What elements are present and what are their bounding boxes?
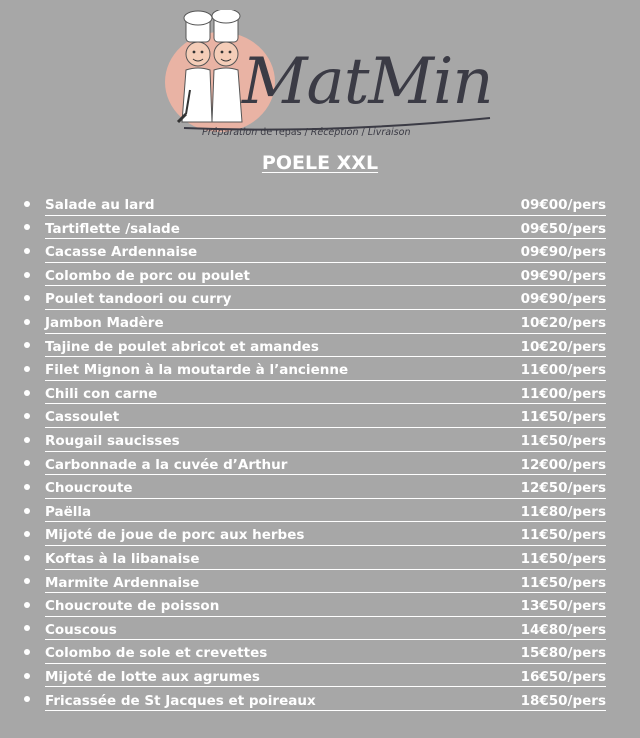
menu-item-line [45, 664, 606, 688]
dish-name: Carbonnade a la cuvée d’Arthur [45, 456, 288, 473]
dish-name: Rougail saucisses [45, 433, 180, 450]
dish-name: Couscous [45, 621, 117, 638]
dish-name: Koftas à la libanaise [45, 551, 200, 567]
menu-item-line [45, 404, 606, 428]
dish-name: Cassoulet [45, 409, 120, 426]
dish-price: 09€00/pers [520, 197, 606, 214]
menu-item-line [45, 286, 606, 310]
brand-tagline: Préparation de repas / Réception / Livraison [202, 127, 411, 138]
bullet-icon [24, 201, 30, 207]
menu-item-line [45, 617, 606, 641]
menu-item [22, 310, 606, 334]
menu-item [22, 499, 606, 523]
menu-item-line [45, 475, 606, 499]
bullet-icon [24, 696, 30, 702]
dish-price: 14€80/pers [520, 621, 606, 638]
dish-name: Fricassée de St Jacques et poireaux [45, 692, 316, 709]
dish-name: Colombo de porc ou poulet [45, 267, 250, 284]
menu-item-line [45, 239, 606, 263]
menu-item-line [45, 546, 606, 570]
menu-title-wrap [0, 152, 640, 174]
menu-item-line [45, 216, 606, 240]
dish-name: Mijoté de lotte aux agrumes [45, 668, 260, 685]
dish-name: Paëlla [45, 503, 92, 520]
dish-price: 10€20/pers [520, 315, 606, 332]
dish-price: 09€90/pers [520, 291, 606, 308]
menu-item-line [45, 452, 606, 476]
dish-price: 16€50/pers [520, 668, 606, 685]
menu-item [22, 192, 606, 216]
menu-item [22, 404, 606, 428]
menu-item [22, 381, 606, 405]
bullet-icon [24, 602, 30, 608]
dish-price: 12€00/pers [520, 456, 606, 473]
menu-item [22, 617, 606, 641]
bullet-icon [24, 295, 30, 301]
dish-name: Colombo de sole et crevettes [45, 645, 268, 662]
bullet-icon [24, 319, 30, 325]
menu-list [22, 192, 606, 711]
bullet-icon [24, 248, 30, 254]
dish-name: Salade au lard [45, 197, 155, 214]
menu-item [22, 452, 606, 476]
bullet-icon [24, 272, 30, 278]
bullet-icon [24, 673, 30, 679]
menu-title: POELE XXL [261, 152, 379, 174]
dish-price: 09€50/pers [520, 220, 606, 237]
dish-name: Mijoté de joue de porc aux herbes [45, 527, 305, 544]
dish-name: Marmite Ardennaise [45, 574, 200, 591]
menu-item [22, 428, 606, 452]
menu-item-line [45, 310, 606, 334]
bullet-icon [24, 531, 30, 537]
menu-item [22, 334, 606, 358]
menu-item-line [45, 192, 606, 216]
menu-item [22, 593, 606, 617]
menu-item-line [45, 499, 606, 523]
bullet-icon [24, 224, 30, 230]
menu-item-line [45, 428, 606, 452]
dish-price: 11€00/pers [520, 385, 606, 402]
bullet-icon [24, 625, 30, 631]
menu-item [22, 263, 606, 287]
dish-name: Jambon Madère [45, 315, 164, 332]
menu-item [22, 687, 606, 711]
bullet-icon [24, 484, 30, 490]
dish-name: Choucroute [45, 480, 133, 497]
menu-item-line [45, 687, 606, 711]
dish-price: 10€20/pers [520, 338, 606, 355]
dish-name: Tartiflette /salade [45, 220, 180, 237]
menu-item [22, 570, 606, 594]
menu-item [22, 546, 606, 570]
menu-item [22, 357, 606, 381]
bullet-icon [24, 649, 30, 655]
bullet-icon [24, 437, 30, 443]
menu-item [22, 216, 606, 240]
bullet-icon [24, 390, 30, 396]
menu-item [22, 640, 606, 664]
bullet-icon [24, 413, 30, 419]
dish-price: 11€80/pers [520, 503, 606, 520]
dish-price: 11€50/pers [520, 409, 606, 426]
dish-name: Chili con carne [45, 385, 158, 402]
dish-price: 11€00/pers [520, 362, 606, 379]
menu-item-line [45, 334, 606, 358]
dish-name: Poulet tandoori ou curry [45, 291, 232, 308]
bullet-icon [24, 578, 30, 584]
brand-name: MatMin [242, 45, 493, 119]
bullet-icon [24, 460, 30, 466]
logo [160, 10, 500, 146]
menu-item [22, 286, 606, 310]
dish-price: 15€80/pers [520, 645, 606, 662]
dish-price: 11€50/pers [520, 574, 606, 591]
menu-item [22, 522, 606, 546]
dish-price: 11€50/pers [520, 433, 606, 450]
dish-price: 18€50/pers [520, 692, 606, 709]
bullet-icon [24, 366, 30, 372]
bullet-icon [24, 555, 30, 561]
dish-price: 11€50/pers [520, 551, 606, 567]
menu-item [22, 664, 606, 688]
dish-name: Tajine de poulet abricot et amandes [45, 338, 319, 355]
menu-item-line [45, 357, 606, 381]
menu-item [22, 239, 606, 263]
dish-price: 09€90/pers [520, 267, 606, 284]
dish-name: Choucroute de poisson [45, 598, 220, 615]
menu-item-line [45, 640, 606, 664]
menu-item [22, 475, 606, 499]
menu-item-line [45, 263, 606, 287]
dish-price: 13€50/pers [520, 598, 606, 615]
bullet-icon [24, 342, 30, 348]
dish-price: 11€50/pers [520, 527, 606, 544]
dish-price: 12€50/pers [520, 480, 606, 497]
dish-name: Cacasse Ardennaise [45, 244, 198, 261]
menu-item-line [45, 381, 606, 405]
bullet-icon [24, 508, 30, 514]
menu-item-line [45, 570, 606, 594]
dish-price: 09€90/pers [520, 244, 606, 261]
menu-item-line [45, 522, 606, 546]
menu-item-line [45, 593, 606, 617]
dish-name: Filet Mignon à la moutarde à l’ancienne [45, 362, 349, 379]
